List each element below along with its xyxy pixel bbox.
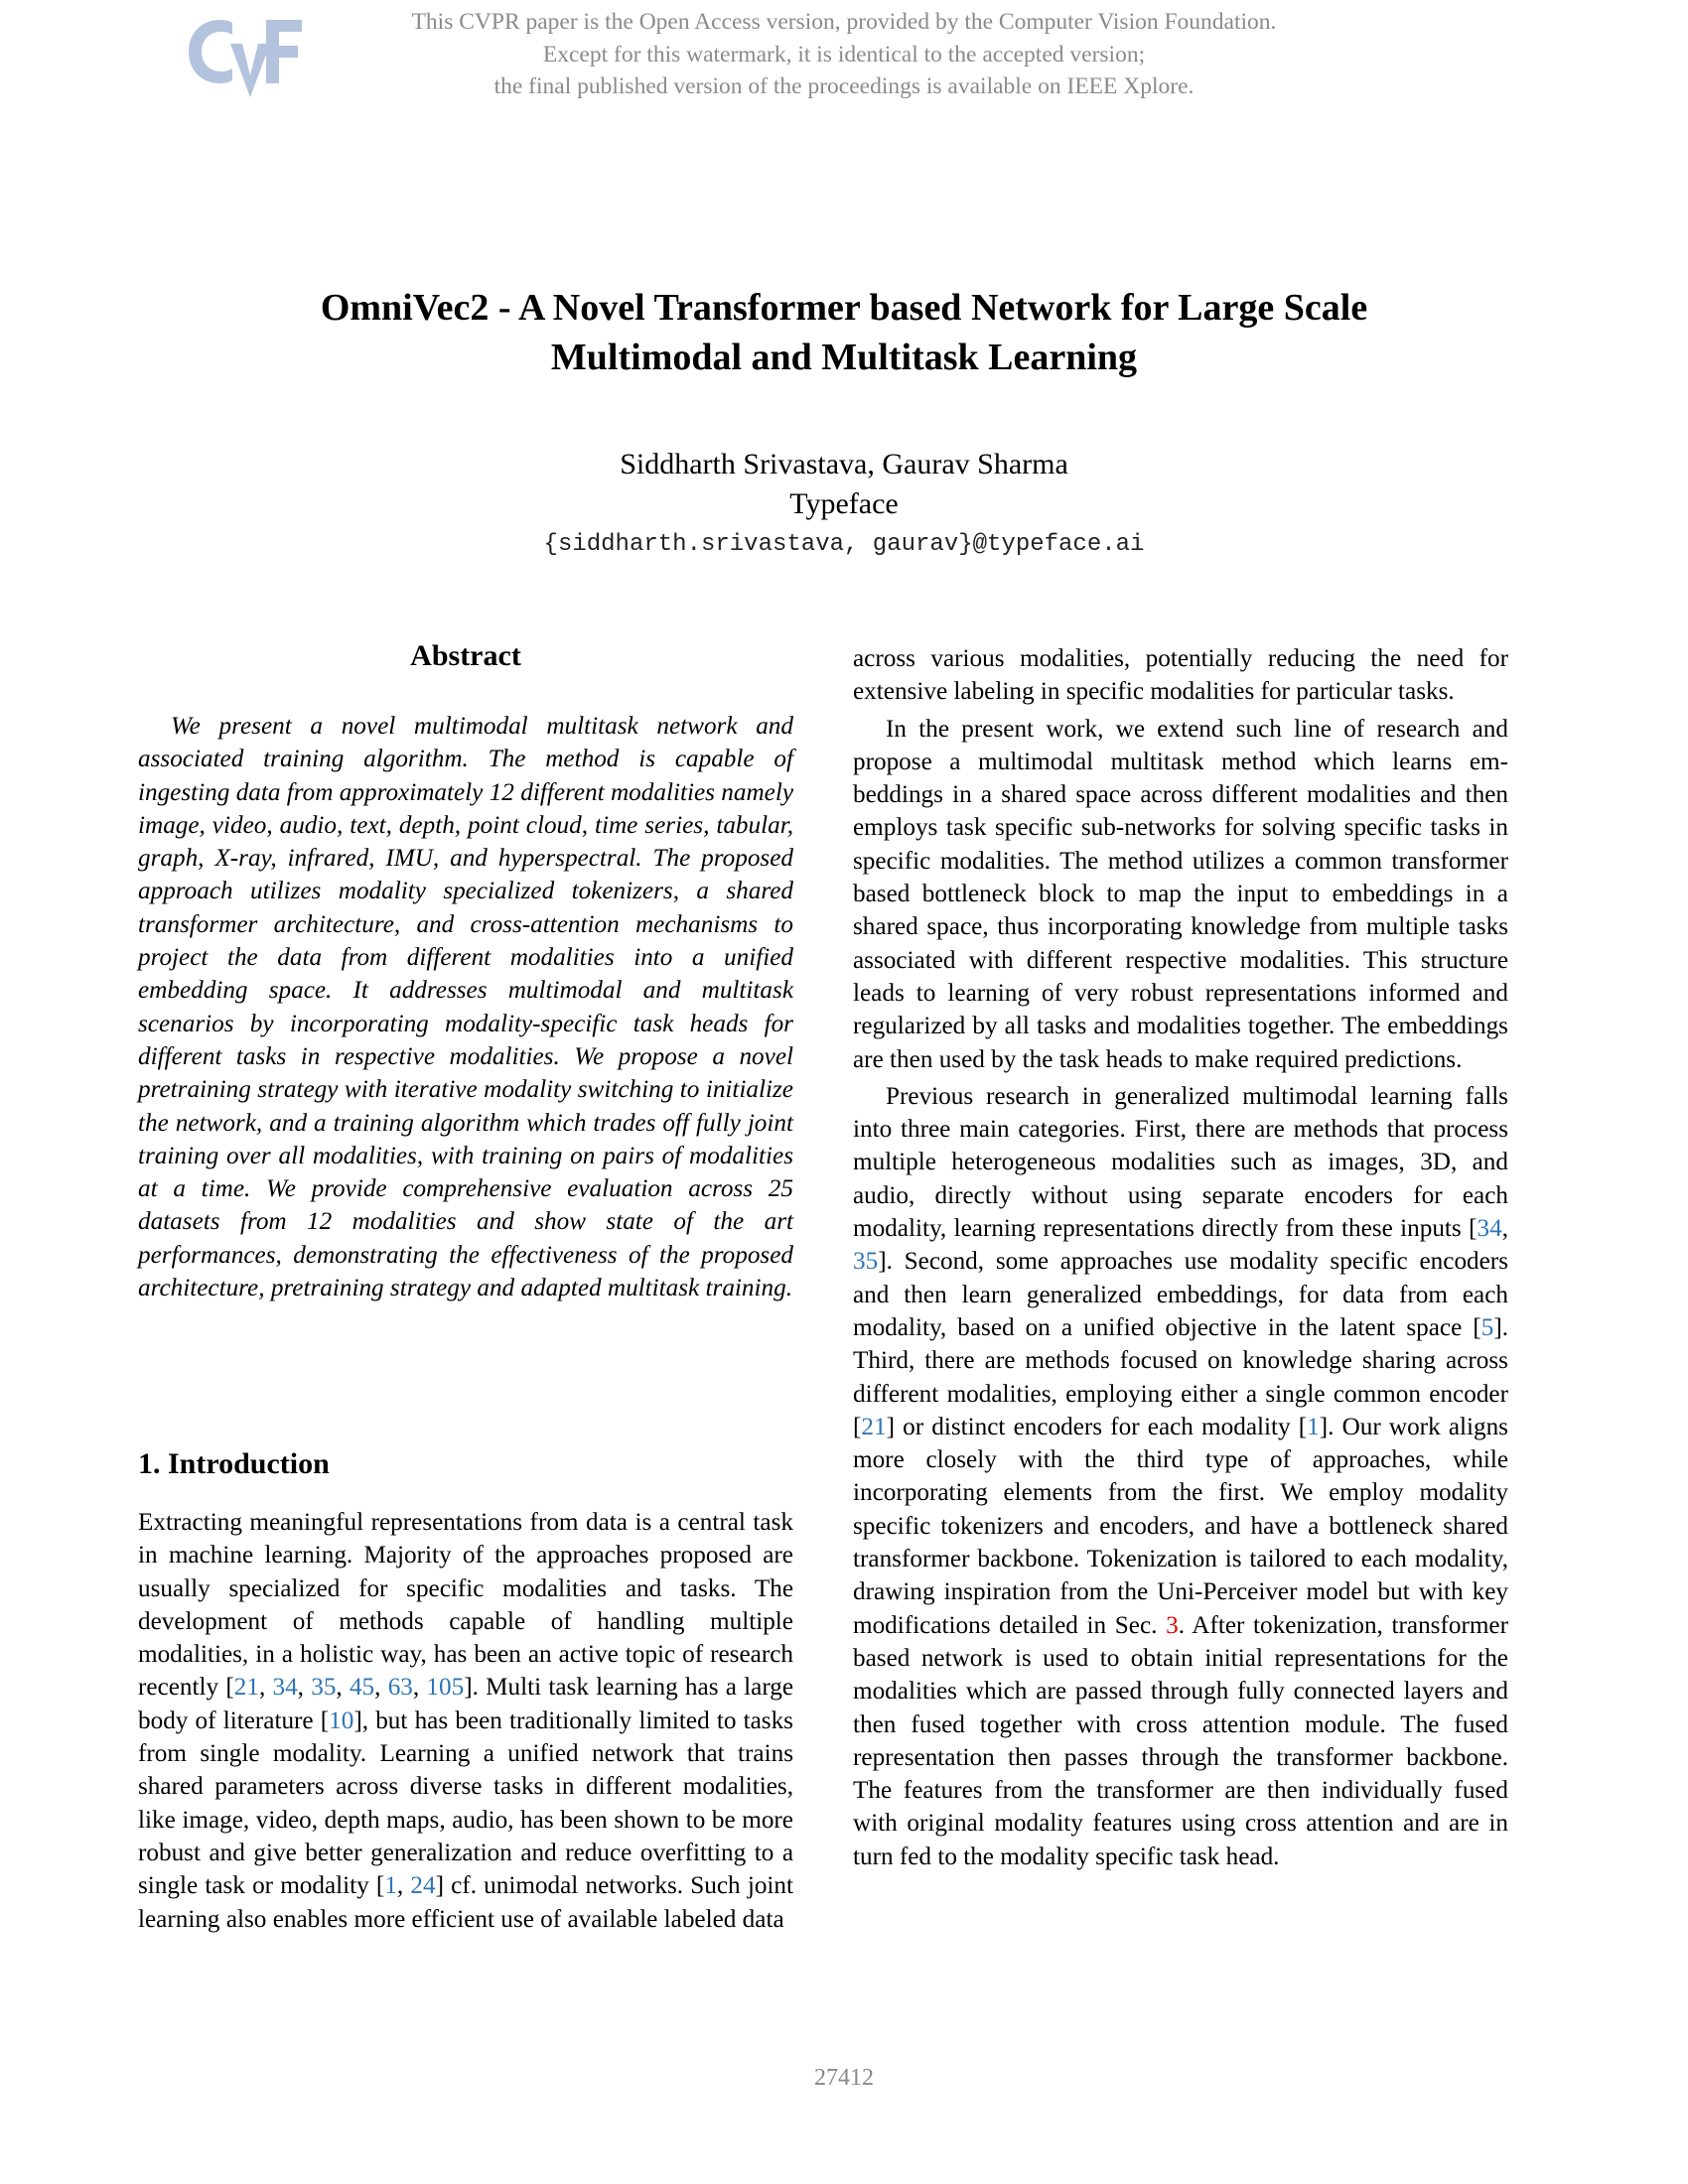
intro-paragraph-1-continued: [853, 642, 1508, 709]
watermark-line: Except for this watermark, it is identical to the accepted version;: [542, 41, 1146, 68]
text-run: Extracting meaningful representations from data is a central task in machine learning. Majority of the approaches proposed are usually specialized for specific modalities and tasks. The development of methods capable of handling multiple modalities, in a holistic way, has been an active topic of research recently [: [138, 1509, 793, 1702]
author-email: {siddharth.srivastava, gaurav}@typeface.ai: [543, 531, 1145, 558]
citation-link[interactable]: 1: [384, 1872, 397, 1900]
citation-link[interactable]: 105: [426, 1674, 465, 1702]
citation-link[interactable]: 34: [1477, 1215, 1502, 1243]
citation-link[interactable]: 1: [1307, 1413, 1320, 1440]
citation-link[interactable]: 21: [233, 1674, 259, 1702]
text-run: Previous research in generalized multimodal learning falls into three main categories. First, there are methods that process multiple heterogeneous modalities such as images, 3D, and audio, directly without using separate encoders for each modality, learning representations directly from these inputs [: [853, 1082, 1508, 1243]
intro-right-column: [853, 642, 1508, 1873]
text-run: . After tokenization, transformer based network is used to obtain initial representations for the modalities which are passed through fully connected layers and then fused together with cross attention module. The fused representation then passes through the transformer backbone. The features from the transformer are then individually fused with original modality features using cross attention and are in turn fed to the modality specific task head.: [853, 1611, 1508, 1870]
section-reference-link[interactable]: 3: [1166, 1611, 1179, 1639]
watermark-line: This CVPR paper is the Open Access version, provided by the Computer Vision Foundation.: [411, 9, 1277, 35]
intro-left-column: [138, 1506, 793, 1936]
title-line: OmniVec2 - A Novel Transformer based Network for Large Scale: [320, 287, 1368, 329]
page-number: 27412: [814, 2065, 874, 2091]
intro-paragraph-3: Previous research in generalized multimodal learning falls into three main categories. First, there are methods that process multiple heterogeneous modalities such as images, 3D, and audio, directly without using separate encoders for each modality, learning representations directly from these inputs [34, 35]. Second, some approaches use modality specific encoders and then learn generalized embeddings, for data from each modality, based on a unified objective in the latent space [5]. Third, there are methods focused on knowledge sharing across different modalities, employing either a single common encoder [21] or distinct encoders for each modality [1]. Our work aligns more closely with the third type of approaches, while incorporating elements from the first. We employ modality specific tokenizers and encoders, and have a bottleneck shared transformer backbone. Tokenization is tailored to each modality, drawing inspiration from the Uni-Perceiver model but with key modifications detailed in Sec. 3. After tokenization, transformer based network is used to obtain initial representations for the modalities which are passed through fully connected layers and then fused together with cross attention module. The fused representation then passes through the transformer backbone. The features from the transformer are then individually fused with original modality features using cross attention and are in turn fed to the modality specific task head.: [853, 1082, 1508, 1870]
author-names: Siddharth Srivastava, Gaurav Sharma: [620, 448, 1068, 480]
open-access-watermark: [0, 6, 1688, 103]
abstract-body: [138, 710, 793, 1304]
citation-link[interactable]: 63: [387, 1674, 413, 1702]
abstract-paragraph: We present a novel multimodal multitask network and associated training algorithm. The method is capable of ingesting data from approximately 12 different modalities namely image, video, audio, text, depth, point cloud, time series, tabular, graph, X-ray, infrared, IMU, and hyperspectral. The proposed approach utilizes modality specialized tokenizers, a shared transformer architecture, and cross-attention mechanisms to project the data from different modalities into a unified embedding space. It addresses multimodal and multitask scenarios by incorporating modality-specific task heads for different tasks in respective modalities. We propose a novel pretraining strategy with iterative modality switching to initialize the network, and a training algorithm which trades off fully joint training over all modalities, with training on pairs of modalities at a time. We provide comprehensive evaluation across 25 datasets from 12 modalities and show state of the art performances, demonstrating the effectiveness of the proposed architecture, pretraining strategy and adapted multitask training.: [138, 713, 793, 1302]
author-affiliation: Typeface: [789, 487, 899, 520]
citation-link[interactable]: 35: [311, 1674, 337, 1702]
paper-title: [0, 283, 1688, 382]
text-run: ], but has been traditionally limited to tasks from single modality. Learning a unified network that trains shared parameters across diverse tasks in different modalities, like image, video, depth maps, audio, has been shown to be more robust and give better generalization and reduce overfitting to a single task or modality [: [138, 1706, 793, 1900]
watermark-line: the final published version of the proceedings is available on IEEE Xplore.: [493, 73, 1195, 99]
intro-paragraph-2: In the present work, we extend such line of research and propose a multimodal multitask method which learns embeddings in a shared space across different modalities and then employs task specific sub-networks for solving specific tasks in specific modalities. The method utilizes a common transformer based bottleneck block to map the input to embeddings in a shared space, thus incorporating knowledge from multiple tasks associated with different respective modalities. This structure leads to learning of very robust representations informed and regularized by all tasks and modalities together. The embeddings are then used by the task heads to make required predictions.: [853, 715, 1508, 1073]
citation-link[interactable]: 35: [853, 1248, 879, 1276]
text-run: ] cf. unimodal networks. Such joint learning also enables more efficient use of available labeled data: [138, 1872, 793, 1933]
citation-link[interactable]: 21: [861, 1413, 887, 1440]
text-run: ]. Multi task learning has a large body of literature [: [138, 1674, 794, 1734]
text-run: ] or distinct encoders for each modality [: [886, 1413, 1308, 1440]
citation-link[interactable]: 5: [1480, 1313, 1494, 1341]
text-run: ]. Our work aligns more closely with the third type of approaches, while incorporating elements from the first. We employ modality specific tokenizers and encoders, and have a bottleneck shared transformer backbone. Tokenization is tailored to each modality, drawing inspiration from the Uni-Perceiver model but with key modifications detailed in Sec.: [853, 1413, 1508, 1639]
text-run: ]. Third, there are methods focused on knowledge sharing across different modalities, employing either a single common encoder [: [853, 1313, 1508, 1440]
text-run: ]. Second, some approaches use modality specific encoders and then learn generalized embeddings, for data from each modality, based on a unified objective in the latent space [: [853, 1248, 1508, 1341]
text-run: across various modalities, potentially reducing the need for extensive labeling in specific modalities for particular tasks.: [853, 645, 1508, 706]
section-heading-introduction: 1. Introduction: [138, 1447, 330, 1480]
abstract-heading: Abstract: [410, 639, 521, 672]
title-line: Multimodal and Multitask Learning: [550, 337, 1138, 378]
citation-link[interactable]: 34: [272, 1674, 298, 1702]
citation-link[interactable]: 24: [410, 1872, 436, 1900]
citation-link[interactable]: 45: [349, 1674, 375, 1702]
author-block: [0, 445, 1688, 524]
intro-paragraph-1: Extracting meaningful representations from data is a central task in machine learning. Majority of the approaches proposed are usually specialized for specific modalities and tasks. The development of methods capable of handling multiple modalities, in a holistic way, has been an active topic of research recently [21, 34, 35, 45, 63, 105]. Multi task learning has a large body of literature [10], but has been traditionally limited to tasks from single modality. Learning a unified network that trains shared parameters across diverse tasks in different modalities, like image, video, depth maps, audio, has been shown to be more robust and give better generalization and reduce overfitting to a single task or modality [1, 24] cf. unimodal networks. Such joint learning also enables more efficient use of available labeled data: [138, 1509, 794, 1933]
citation-link[interactable]: 10: [329, 1706, 354, 1734]
